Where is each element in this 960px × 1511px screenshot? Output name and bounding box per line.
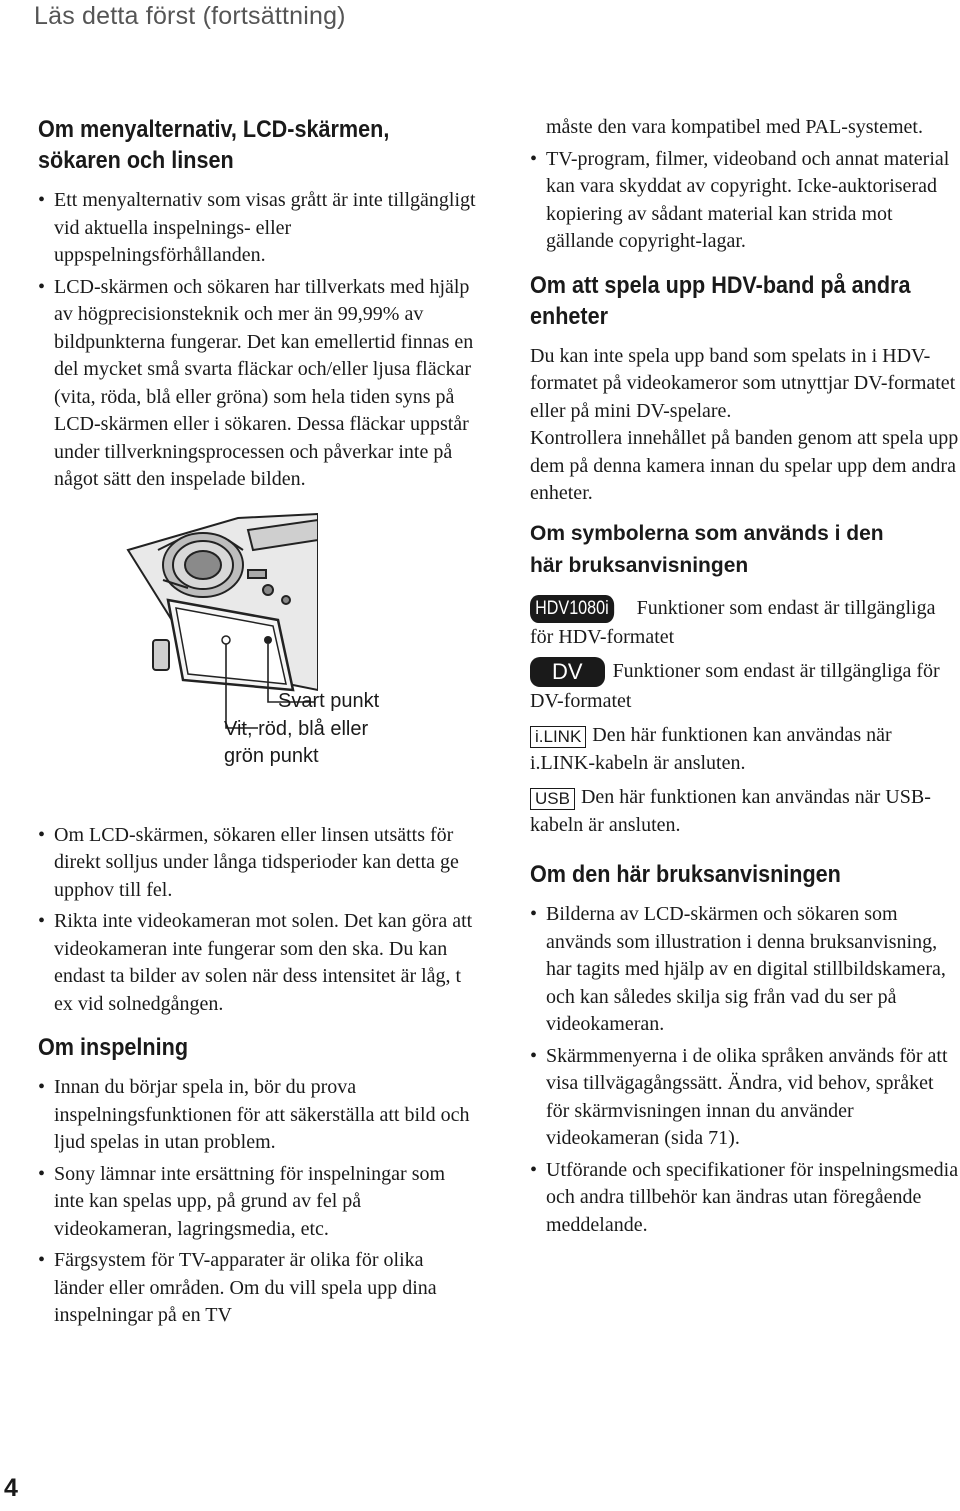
bullet-list-sunlight: [38, 822, 478, 1019]
usb-description: Den här funktionen kan användas när USB-kabeln är ansluten.: [530, 786, 931, 837]
hdv-paragraph-1: Du kan inte spela upp band som spelats in i HDV-formatet på videokameror som utnyttjar DV-formatet eller på mini DV-spelare.: [530, 344, 956, 422]
black-dot-marker: [264, 636, 272, 644]
symbol-dv-row: [530, 657, 960, 715]
hdv1080i-badge-icon: HDV1080i: [530, 595, 614, 623]
dv-description: Funktioner som endast är tillgängliga för DV-formatet: [530, 659, 940, 713]
page-number: 4: [4, 1474, 18, 1502]
symbol-hdv-row: [530, 594, 960, 651]
list-item: • Ett menyalternativ som visas grått är inte tillgängligt vid aktuella inspelnings- eller uppspelningsförhållanden.: [38, 187, 478, 270]
usb-badge-icon: USB: [530, 788, 575, 810]
list-item: • Rikta inte videokameran mot solen. Det kan göra att videokameran inte fungerar som den ska. Du kan endast ta bilder av solen när dess intensitet är låg, t ex vid solnedgången.: [38, 908, 478, 1018]
section-title-menu-lcd: Om menyalternativ, LCD-skärmen, sökaren och linsen: [38, 116, 390, 174]
bullet-list-copyright: [530, 146, 960, 256]
symbol-usb-row: [530, 783, 960, 839]
list-item: • Om LCD-skärmen, sökaren eller linsen utsätts för direkt solljus under långa tidsperioder kan detta ge upphov till fel.: [38, 822, 478, 905]
hdv-description: Funktioner som endast är tillgängliga för HDV-formatet: [530, 596, 936, 648]
ilink-badge-icon: i.LINK: [530, 726, 586, 748]
bullet-list-manual: [530, 901, 960, 1239]
list-item: • LCD-skärmen och sökaren har tillverkats med hjälp av högprecisionsteknik och mer än 99,99% av bildpunkterna fungerar. Det kan emellertid finnas en del mycket små svarta fläckar och/eller ljusa fläckar (vita, röda, blå eller gröna) som hela tiden syns på LCD-skärmen eller i sökaren. Dessa fläckar uppstår under tillverkningsprocessen och påverkar inte på något sätt den inspelade bilden.: [38, 274, 478, 494]
section-title-manual: Om den här bruksanvisningen: [530, 861, 841, 889]
list-item: • Sony lämnar inte ersättning för inspelningar som inte kan spelas upp, på grund av fel på videokameran, lagringsmedia, etc.: [38, 1161, 478, 1244]
label-black-dot: Svart punkt: [278, 689, 380, 712]
ilink-description: Den här funktionen kan användas när i.LINK-kabeln är ansluten.: [530, 724, 892, 775]
list-item: • Utförande och specifikationer för inspelningsmedia och andra tillbehör kan ändras utan föregående meddelande.: [530, 1157, 960, 1240]
white-dot-marker: [222, 636, 230, 644]
bullet-list-recording: [38, 1074, 478, 1330]
page-header: Läs detta först (fortsättning): [34, 2, 346, 30]
list-item: • Bilderna av LCD-skärmen och sökaren som används som illustration i denna bruksanvisning, har tagits med hjälp av en digital stillbildskamera, och kan således skilja sig från vad du ser på videokameran.: [530, 901, 960, 1039]
section-title-symbols: Om symbolerna som används i den här bruksanvisningen: [530, 521, 884, 577]
bullet-list-menu-lcd: [38, 187, 478, 494]
section-title-hdv-playback: Om att spela upp HDV-band på andra enheter: [530, 271, 911, 330]
left-column: [38, 114, 478, 1334]
list-item: • TV-program, filmer, videoband och annat material kan vara skyddat av copyright. Icke-auktoriserad kopiering av sådant material kan strida mot gällande copyright-lagar.: [530, 146, 960, 256]
dv-badge-icon: DV: [530, 657, 605, 687]
continuation-text: måste den vara kompatibel med PAL-systemet.: [546, 116, 923, 138]
symbol-ilink-row: [530, 721, 960, 777]
label-color-dot: Vit, röd, blå eller grön punkt: [224, 717, 369, 767]
list-item: • Innan du börjar spela in, bör du prova inspelningsfunktionen för att säkerställa att bild och ljud spelas in utan problem.: [38, 1074, 478, 1157]
camera-illustration: [38, 510, 458, 810]
list-item: • Skärmmenyerna i de olika språken används för att visa tillvägagångssätt. Ändra, vid behov, språket för skärmvisningen innan du använder videokameran (sida 71).: [530, 1043, 960, 1153]
hdv-paragraph-2: Kontrollera innehållet på banden genom att spela upp dem på denna kamera innan du spelar upp dem andra enheter.: [530, 427, 959, 504]
section-title-recording: Om inspelning: [38, 1034, 189, 1061]
right-column: [530, 114, 960, 1243]
list-item: • Färgsystem för TV-apparater är olika för olika länder eller områden. Om du vill spela upp dina inspelningar på en TV: [38, 1247, 478, 1330]
